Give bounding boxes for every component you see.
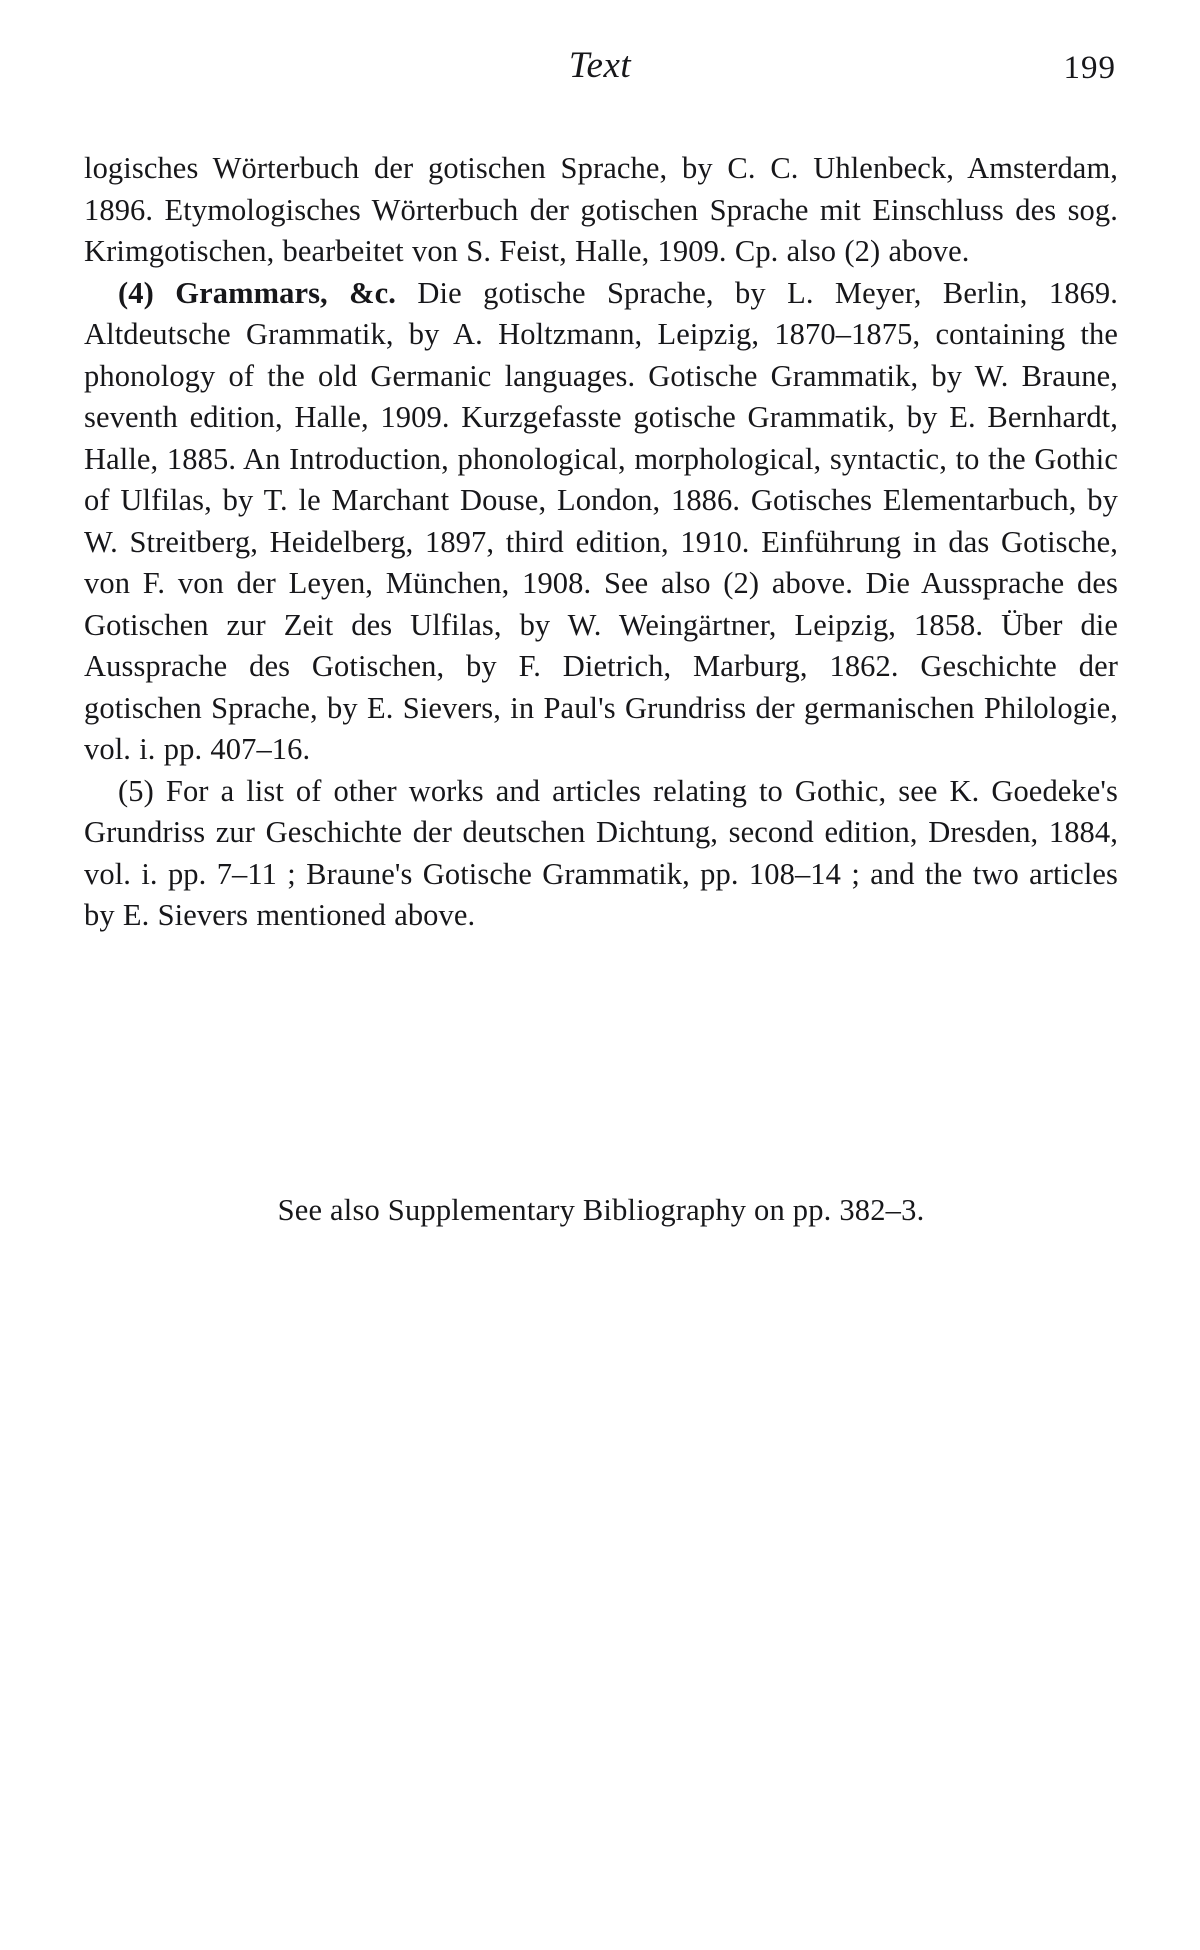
paragraph-dictionaries-continued bbox=[84, 148, 1118, 273]
paragraph-text: For a list of other works and articles relating to Gothic, see K. Goedeke's Grundriss zur Geschichte der deutschen Dichtung, second edition, Dresden, 1884, vol. i. pp. 7–11 ; Braune's Gotische Grammatik, pp. 108–14 ; and the two articles by E. Sievers mentioned above. bbox=[84, 773, 1118, 932]
page-number: 199 bbox=[1063, 50, 1116, 86]
paragraph-4-grammars bbox=[84, 273, 1118, 771]
paragraph-text: Die gotische Sprache, by L. Meyer, Berlin, 1869. Altdeutsche Grammatik, by A. Holtzmann, Leipzig, 1870–1875, containing the phonology of the old Germanic languages. Gotische Grammatik, by W. Braune, seventh edition, Halle, 1909. Kurzgefasste gotische Grammatik, by E. Bernhardt, Halle, 1885. An Introduction, phonological, morphological, syntactic, to the Gothic of Ulfilas, by T. le Marchant Douse, London, 1886. Gotisches Elementarbuch, by W. Streitberg, Heidelberg, 1897, third edition, 1910. Einführung in das Gotische, von F. von der Leyen, München, 1908. See also (2) above. Die Aussprache des Gotischen zur Zeit des Ulfilas, by W. Weingärtner, Leipzig, 1858. Über die Aussprache des Gotischen, by F. Dietrich, Marburg, 1862. Geschichte der gotischen Sprache, by E. Sievers, in Paul's Grundriss der germanischen Philologie, vol. i. pp. 407–16. bbox=[84, 275, 1118, 766]
paragraph-5-other-works bbox=[84, 771, 1118, 937]
section-marker-5: (5) bbox=[118, 773, 154, 808]
section-marker-4: (4) bbox=[118, 275, 154, 310]
paragraph-text: logisches Wörterbuch der gotischen Sprache, by C. C. Uhlenbeck, Amsterdam, 1896. Etymologisches Wörterbuch der gotischen Sprache mit Einschluss des sog. Krimgotischen, bearbeitet von S. Feist, Halle, 1909. Cp. also (2) above. bbox=[84, 151, 1118, 268]
running-title: Text bbox=[568, 45, 632, 86]
body-text bbox=[84, 148, 1118, 937]
section-heading-grammars: Grammars, &c. bbox=[175, 275, 397, 310]
page-header bbox=[0, 0, 1200, 120]
supplementary-bibliography-note: See also Supplementary Bibliography on pp. 382–3. bbox=[277, 1193, 925, 1227]
